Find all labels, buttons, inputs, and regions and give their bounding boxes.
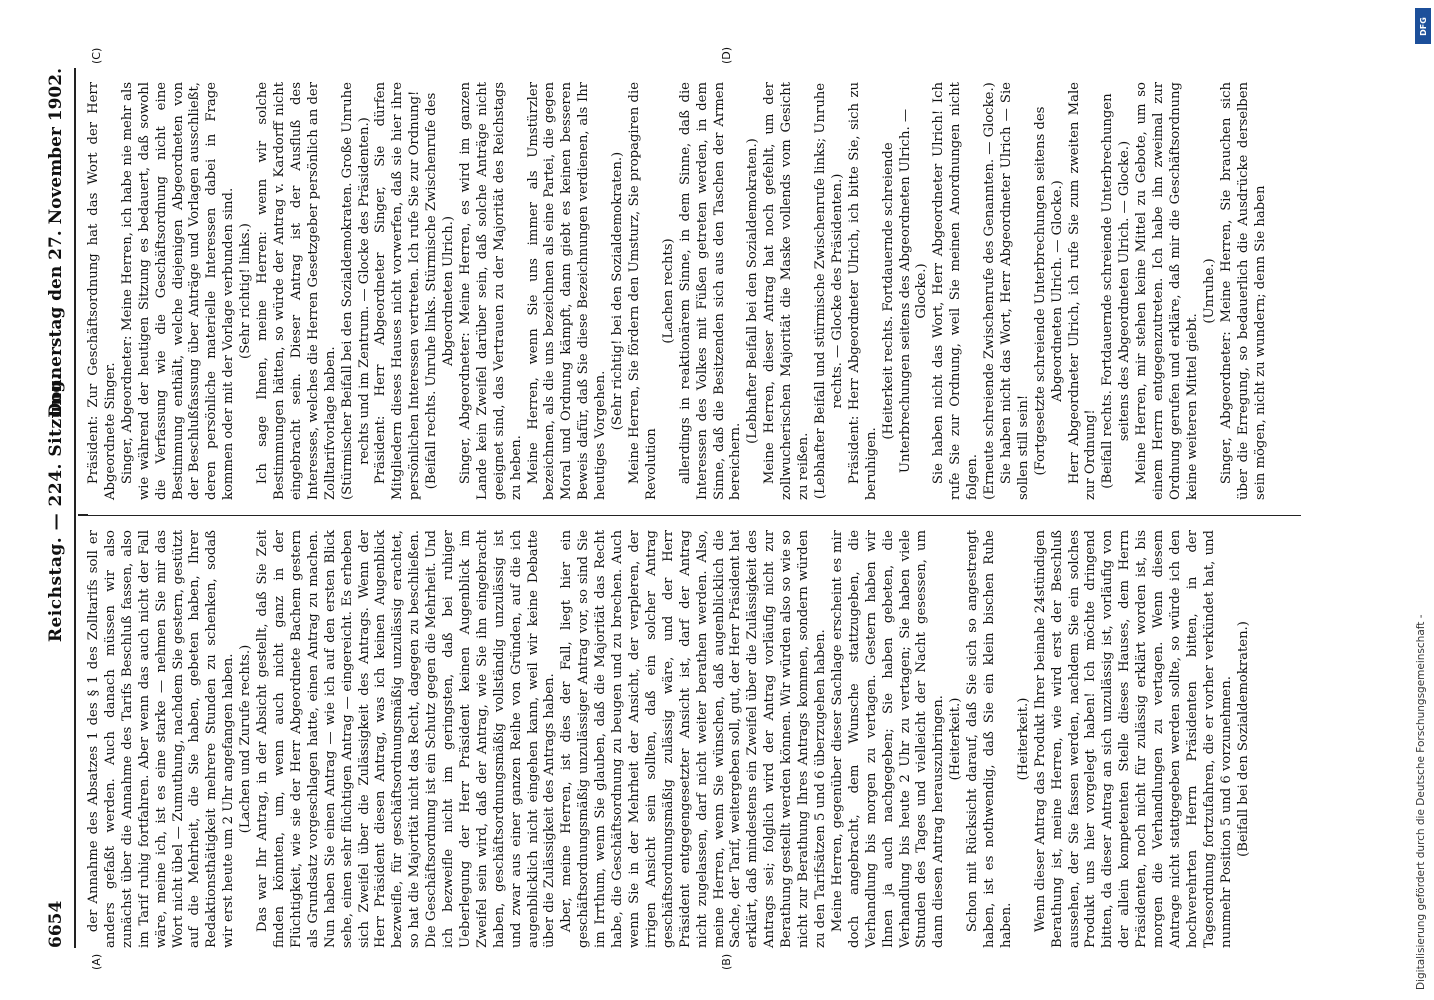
stage-direction: (Unruhe.) [1201, 258, 1217, 324]
stage-direction: (Lachen und Zurufe rechts.) [238, 644, 254, 834]
margin-marker-b: (B) [720, 953, 733, 970]
paragraph: Aber, meine Herren, ist dies der Fall, liegt hier ein geschäftsordnungsmäßig unzulässiger Antrag vor, so sind Sie im Irrthum, wenn Sie glauben, daß die Majorität das Recht habe, die Geschäftsordnung zu beugen und zu brechen. Auch wenn Sie in der Mehrheit der Ansicht, der verpleren, der irrigen Ansicht sein sollten, daß ein solcher Antrag geschäftsordnungsmäßig zulässig wäre, und der Herr Präsident entgegengesetzter Ansicht ist, darf der Antrag nicht zugelassen, darf nicht weiter berathen werden. Also, meine Herren, wenn Sie wünschen, daß augenblicklich die Sache, der Tarif, weitergeben soll, gut, der Herr Präsident hat erklärt, daß mindestens ein Zweifel über die Zulässigkeit des Antrags sei; folglich wird der Antrag vorläufig nicht zur Berathung gestellt werden können. Wir würden also so wie so nicht zur Berathung Ihres Antrags kommen, sondern würden zu den Tarifsätzen 5 und 6 überzugehen haben. [559, 530, 828, 948]
dfg-logo-text: DFG [1418, 16, 1428, 36]
stage-direction: (Lachen rechts) [660, 238, 676, 344]
stage-direction: (Beifall bei den Sozialdemokraten.) [1235, 621, 1251, 857]
digitization-sidebar [1412, 0, 1434, 1000]
stage-direction: (Erneute schreiende Zwischenrufe des Genannten. — Glocke.) [982, 82, 998, 500]
paragraph: allerdings in reaktionärem Sinne, in dem Sinne, daß die Interessen des Volkes mit Füßen getreten werden, in dem Sinne, daß die Besitzenden sich aus den Taschen der Armen bereichern. [677, 82, 744, 500]
paragraph: Präsident: Herr Abgeordneter Ulrich, ich bitte Sie, sich zu beruhigen. [846, 82, 879, 500]
paragraph: Singer, Abgeordneter: Meine Herren, Sie brauchen sich über die Erregung, so bedauerlich die Ausdrücke derselben sein mögen, nicht zu wundern; denn Sie haben [1218, 82, 1268, 500]
digitization-credit: Digitalisierung gefördert durch die Deutsche Forschungsgemeinschaft - [1415, 614, 1427, 990]
paragraph: Singer, Abgeordneter: Meine Herren, es wird im ganzen Lande kein Zweifel darüber sein, daß solche Anträge nicht geeignet sind, das Vertrauen zu der Majorität des Reichstags zu heben. [457, 82, 524, 500]
paragraph: Schon mit Rücksicht darauf, daß Sie sich so angestrengt haben, ist es nothwendig, daß Sie ein klein bischen Ruhe haben. [965, 530, 1014, 948]
margin-marker-d: (D) [720, 46, 733, 64]
paragraph: Das war Ihr Antrag, in der Absicht gestellt, daß Sie Zeit finden könnten, um, wenn auch nicht ganz in der Flüchtigkeit, wie sie der Herr Abgeordnete Bachem gestern als Grundsatz vorgeschlagen hatte, einen Antrag zu machen. Nun haben Sie einen Antrag — wie ich auf den ersten Blick sehe, einen sehr flüchtigen Antrag — eingereicht. Es erheben sich Zweifel über die Zulässigkeit des Antrags. Wenn der Herr Präsident diesen Antrag, was ich keinen Augenblick bezweifle, für geschäftsordnungsmäßig unzulässig erachtet, so hat die Majorität nicht das Recht, dagegen zu beschließen. Die Geschäftsordnung ist ein Schutz gegen die Mehrheit. Und ich bezweifle nicht im geringsten, daß bei ruhiger Ueberlegung der Herr Präsident keinen Augenblick im Zweifel sein wird, daß der Antrag, wie Sie ihn eingebracht haben, geschäftsordnungsmäßig vollständig unzulässig ist und zwar aus einer ganzen Reihe von Gründen, auf die ich augenblicklich nicht eingehen kann, weil wir keine Debatte über die Zulässigkeit des Antrags haben. [255, 530, 558, 948]
stage-direction: (Fortgesetzte schreiende Unterbrechungen seitens des Abgeordneten Ulrich. — Glocke.) [1032, 106, 1065, 476]
stage-direction: (Beifall rechts. Fortdauernde schreiende Unterbrechungen seitens des Abgeordneten Ulrich. — Glocke.) [1100, 93, 1133, 489]
stage-direction: (Lebhafter Beifall bei den Sozialdemokraten.) [745, 138, 761, 444]
paragraph: Meine Herren, mir stehen keine Mittel zu Gebote, um so einem Herrn entgegenzutreten. Ich habe ihn zweimal zur Ordnung gerufen und erkläre, daß mir die Geschäftsordnung keine weiteren Mittel giebt. [1134, 82, 1200, 500]
paragraph: Singer, Abgeordneter: Meine Herren, ich habe nie mehr als wie während der heutigen Sitzung es bedauert, daß sowohl die Verfassung wie die Geschäftsordnung nicht eine Bestimmung enthält, welche diejenigen Abgeordneten von der Beschlußfassung über Anträge und Vorlagen ausschließt, deren persönliche materielle Interessen dabei in Frage kommen oder mit der Vorlage verbunden sind. [119, 82, 237, 500]
paragraph: Meine Herren, Sie fördern den Umsturz, Sie propagiren die Revolution [627, 82, 659, 500]
paragraph: Präsident: Zur Geschäftsordnung hat das Wort der Herr Abgeordnete Singer. [86, 82, 118, 500]
paragraph: Meine Herren, wenn Sie uns immer als Umstürzler bezeichnen, als die uns bezeichnen als eine Partei, die gegen Moral und Ordnung kämpft, dann giebt es keinen besseren Beweis dafür, daß Sie diese Bezeichnungen verdienen, als Ihr heutiges Vorgehen. [525, 82, 609, 500]
stage-direction: (Beifall rechts. Unruhe links. Stürmische Zwischenrufe des Abgeordneten Ulrich.) [424, 92, 457, 490]
page-number: 6654 [46, 900, 66, 948]
margin-marker-c: (C) [90, 47, 103, 64]
paragraph: Ich sage Ihnen, meine Herren: wenn wir solche Bestimmungen hätten, so würde der Antrag v. Kardorff nicht eingebracht sein. Dieser Antrag ist der Ausfluß des Interesses, welches die Herren Gesetzgeber persönlich an der Zolltarifvorlage haben. [255, 82, 338, 500]
left-column [86, 530, 1253, 948]
paragraph: Wenn dieser Antrag das Produkt Ihrer beinahe 24stündigen Berathung ist, meine Herren, wie wird erst der Beschluß aussehen, der Sie fassen werden, nachdem Sie ein solches Produkt uns hier vorgelegt haben! Ich möchte dringend bitten, da dieser Antrag an sich unzulässig ist, vorläufig von der allein kompetenten Stelle dieses Hauses, dem Herrn Präsidenten, noch nicht für zulässig erklärt worden ist, bis morgen die Verhandlungen zu vertagen. Wenn diesem Antrage nicht stattgegeben werden sollte, so würde ich den hochverehrten Herrn Präsidenten bitten, in der Tagesordnung fortzufahren, die er vorher verkündet hat, und nunmehr Position 5 und 6 vorzunehmen. [1032, 530, 1234, 948]
paragraph: Sie haben nicht das Wort, Herr Abgeordneter Ulrich! Ich rufe Sie zur Ordnung, weil Sie meinen Anordnungen nicht folgen. [931, 82, 981, 500]
stage-direction: (Sehr richtig! links.) [238, 223, 254, 359]
paragraph: Sie haben nicht das Wort, Herr Abgeordneter Ulrich — Sie sollen still sein! [998, 82, 1031, 500]
dfg-logo [1415, 8, 1431, 44]
session-title: Reichstag. — 224. Sitzung. [46, 373, 66, 643]
stage-direction: (Heiterkeit.) [948, 697, 964, 781]
session-date: Donnerstag den 27. November 1902. [46, 68, 66, 418]
right-column [86, 82, 1269, 500]
paragraph: Präsident: Herr Abgeordneter Singer, Sie dürfen Mitgliedern dieses Hauses nicht vorwerfen, daß sie hier ihre persönlichen Interessen vertreten. Ich rufe Sie zur Ordnung! [373, 82, 423, 500]
stage-direction: (Lebhafter Beifall und stürmische Zwischenrufe links; Unruhe rechts. — Glocke des Präsidenten.) [812, 82, 845, 500]
column-divider [86, 515, 1301, 516]
stage-direction: (Heiterkeit.) [1015, 697, 1031, 781]
margin-marker-a: (A) [90, 953, 103, 970]
paragraph: Meine Herren, dieser Antrag hat noch gefehlt, um der zollwucherischen Majorität die Maske vollends vom Gesicht zu reißen. [762, 82, 812, 500]
stage-direction: (Stürmischer Beifall bei den Sozialdemokraten. Große Unruhe rechts und im Zentrum. — Glocke des Präsidenten.) [339, 82, 372, 500]
stage-direction: (Sehr richtig! bei den Sozialdemokraten.) [610, 151, 626, 431]
stage-direction: (Heiterkeit rechts. Fortdauernde schreiende Unterbrechungen seitens des Abgeordneten Ulrich. — Glocke.) [880, 108, 930, 474]
paragraph: Meine Herren, gegenüber dieser Sachlage erscheint es mir doch angebracht, dem Wunsche stattzugeben, die Verhandlung bis morgen zu vertagen. Gestern haben wir Ihnen ja auch nachgegeben; Sie haben gebeten, die Verhandlung bis heute 2 Uhr zu vertagen; Sie haben viele Stunden des Tages und vielleicht der Nacht gesessen, um dann diesen Antrag herauszubringen. [829, 530, 947, 948]
running-header [38, 68, 76, 948]
paragraph: der Annahme des Absatzes 1 des § 1 des Zolltarifs soll er anders gefaßt werden. Auch danach müssen wir also zunächst über die Annahme des Tarifs Beschluß fassen, also im Tarif ruhig fortfahren. Aber wenn das auch nicht der Fall wäre, meine ich, ist es eine starke — nehmen Sie mir das Wort nicht übel — Zumuthung, nachdem Sie gestern, gestützt auf die Mehrheit, die Sie haben, gebeten haben, Ihrer Redaktionsthätigkeit mehrere Stunden zu schenken, sodaß wir erst heute um 2 Uhr angefangen haben. [86, 530, 237, 948]
paragraph: Herr Abgeordneter Ulrich, ich rufe Sie zum zweiten Male zur Ordnung! [1066, 82, 1099, 500]
